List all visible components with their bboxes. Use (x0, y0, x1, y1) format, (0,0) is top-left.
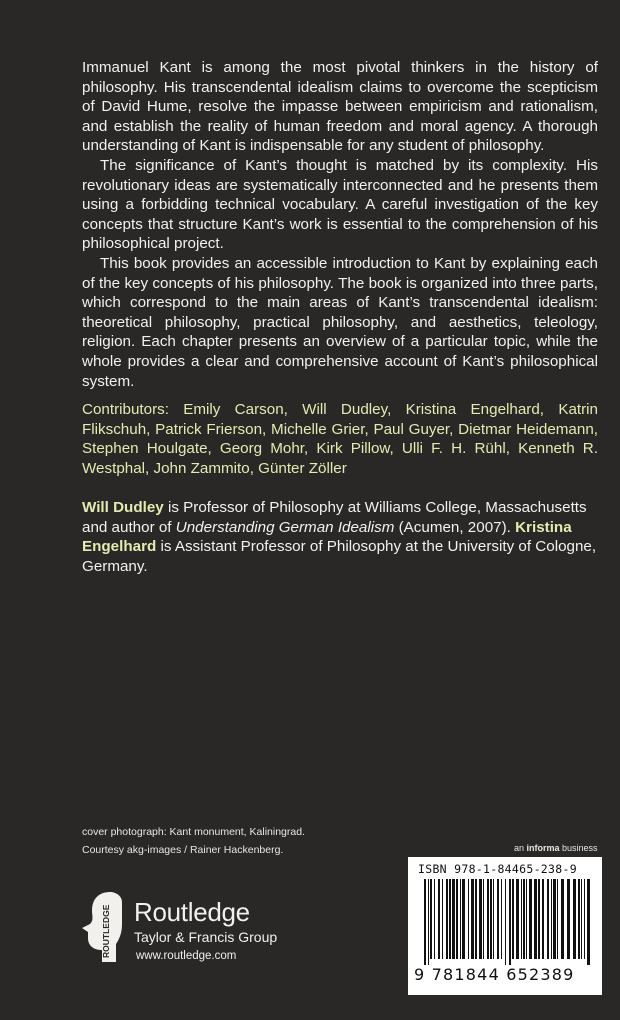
publisher-group: Taylor & Francis Group (134, 929, 278, 945)
barcode-bar (534, 879, 537, 959)
barcode-bar (505, 879, 506, 965)
barcode-bar (526, 879, 527, 959)
barcode-bar (430, 879, 432, 959)
author-bio-text-2: (Acumen, 2007). (394, 518, 516, 536)
barcode-bar (471, 879, 474, 959)
barcode-bar (529, 879, 532, 959)
publisher-block (134, 898, 277, 964)
informa-bold: informa (526, 843, 560, 853)
barcode-bar (452, 879, 455, 959)
barcode-bar (424, 879, 426, 965)
barcode-bar (483, 879, 484, 959)
barcode-bar (497, 879, 499, 959)
contributors-list: Contributors: Emily Carson, Will Dudley, Kristina Engelhard, Katrin Flikschuh, Patrick Frierson, Michelle Grier, Paul Guyer, Dietmar Heidemann, Stephen Houlgate, Georg Mohr, Kirk Pillow, Ulli F. H. Rühl, Kenneth R. Westphal, John Zammito, Günter Zöller (82, 401, 598, 477)
barcode-bar (521, 879, 522, 959)
barcode-bars (424, 879, 594, 965)
author-bio-text-1: is Professor of Philosophy at Williams College, Massachusetts and author of (82, 499, 587, 536)
publisher-name: Routledge (134, 897, 250, 927)
barcode-bar (501, 879, 502, 959)
barcode-bar (449, 879, 451, 959)
barcode-bar (573, 879, 576, 959)
barcode-bar (468, 879, 469, 959)
author-book-title: Understanding German Idealism (175, 518, 395, 536)
description-paragraph-1: Immanuel Kant is among the most pivotal thinkers in the history of philosophy. His transcendental idealism claims to overcome the scepticism of David Hume, resolve the impasse between empiricism and rationalism, and establish the reality of human freedom and moral agency. A thorough understanding of Kant is indispensable for any student of philosophy. (82, 59, 598, 155)
book-description (82, 58, 598, 391)
barcode-bar (434, 879, 435, 959)
barcode-bar (587, 879, 590, 965)
informa-business-tag (514, 843, 598, 853)
barcode-bar (462, 879, 465, 959)
barcode-bar (557, 879, 558, 959)
routledge-logo-icon (76, 888, 124, 968)
barcode-bar (516, 879, 519, 959)
barcode-bar (523, 879, 525, 959)
barcode-bar (578, 879, 580, 959)
barcode-bar (493, 879, 494, 959)
barcode-panel (408, 857, 602, 995)
routledge-logo-text: ROUTLEDGE (101, 904, 111, 958)
author-name-engelhard: Kristina Engelhard (82, 518, 572, 556)
barcode-bar (561, 879, 564, 959)
description-paragraph-3: This book provides an accessible introduction to Kant by explaining each of the key concepts of his philosophy. The book is organized into three parts, which correspond to the main areas of Kant’s transcendental idealism: theoretical philosophy, practical philosophy, and aesthetics, teleology, religion. Each chapter presents an overview of a particular topic, while the whole provides a clear and comprehensive account of Kant’s philosophical system. (82, 254, 598, 390)
barcode-bar (581, 879, 582, 959)
photo-credit-line-1: cover photograph: Kant monument, Kaliningrad. (82, 826, 305, 838)
barcode-bar (551, 879, 552, 959)
barcode-bar (438, 879, 440, 959)
barcode-bar (553, 879, 556, 959)
barcode-bar (446, 879, 448, 959)
barcode-bar (512, 879, 514, 959)
barcode-bar (509, 879, 511, 965)
barcode-number: 9 781844 652389 (414, 965, 575, 984)
barcode-bar (460, 879, 461, 959)
barcode-bar (567, 879, 570, 959)
barcode-bar (428, 879, 429, 965)
barcode-bar (542, 879, 544, 959)
author-bio-text-3: is Assistant Professor of Philosophy at the University of Cologne, Germany. (82, 538, 597, 575)
barcode-bar (479, 879, 482, 959)
barcode-bar (538, 879, 540, 959)
photo-credit (82, 823, 305, 859)
isbn-label: ISBN 978-1-84465-238-9 (418, 862, 577, 876)
author-name-dudley: Will Dudley (82, 499, 164, 516)
barcode-bar (456, 879, 458, 959)
barcode-bar (442, 879, 443, 959)
barcode-bar (487, 879, 489, 959)
barcode-bar (547, 879, 549, 959)
author-bios (82, 498, 598, 576)
photo-credit-line-2: Courtesy akg-images / Rainer Hackenberg. (82, 844, 284, 856)
barcode-bar (584, 879, 585, 959)
informa-pre: an (514, 843, 527, 853)
description-paragraph-2: The significance of Kant’s thought is matched by its complexity. His revolutionary ideas are systematically interconnected and he presents them using a forbidding technical vocabulary. A careful investigation of the key concepts that structure Kant’s work is essential to the comprehension of his philosophical project. (82, 156, 598, 253)
informa-post: business (559, 843, 598, 853)
barcode-bar (490, 879, 492, 959)
publisher-url[interactable]: www.routledge.com (136, 950, 237, 962)
barcode-bar (475, 879, 477, 959)
